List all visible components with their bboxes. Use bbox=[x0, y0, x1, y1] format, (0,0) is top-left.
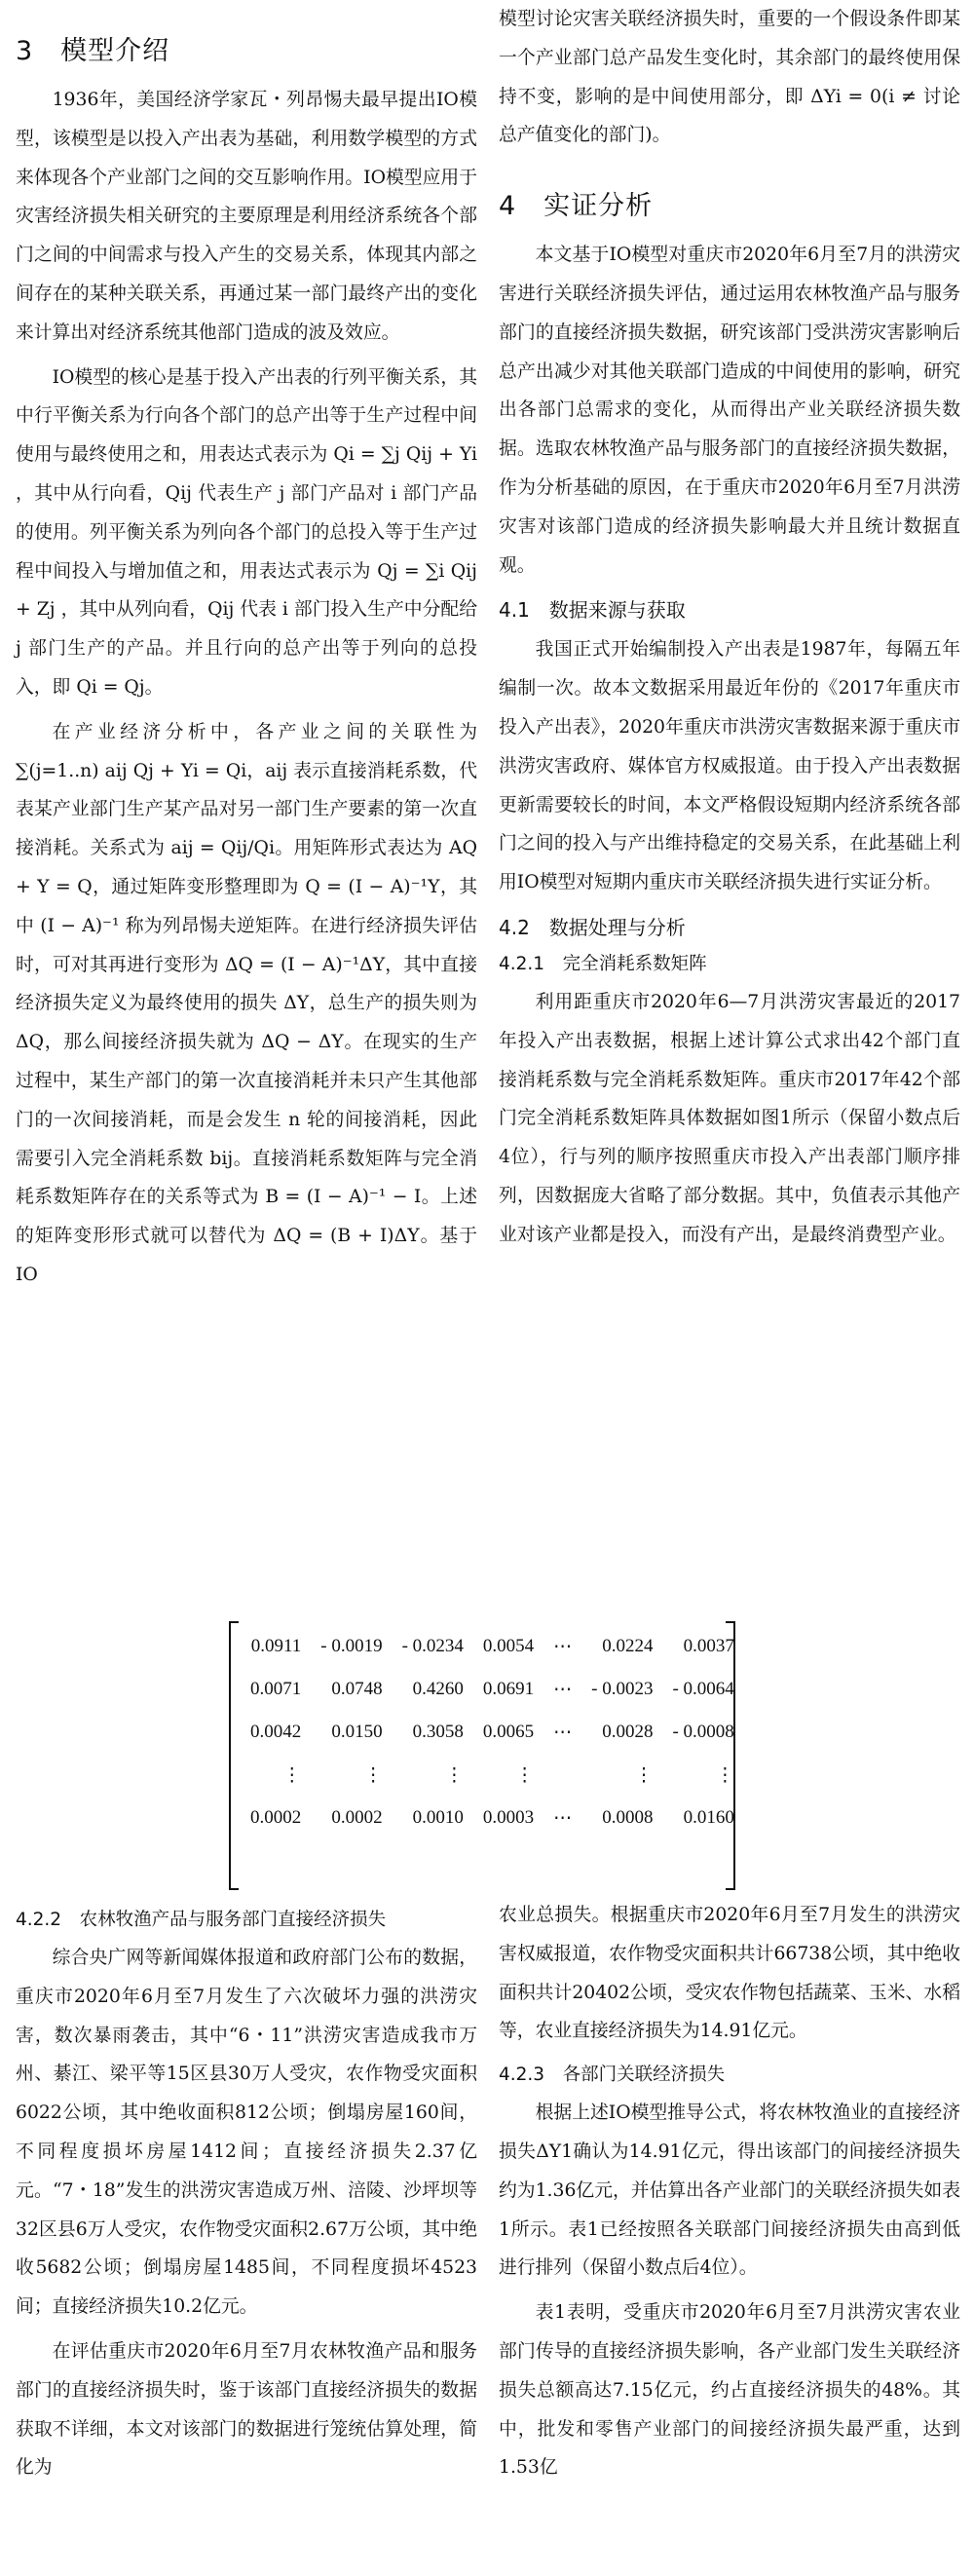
matrix-cell: ⋮ bbox=[363, 1764, 383, 1786]
matrix-cell: ⋯ bbox=[553, 1636, 573, 1657]
matrix-cell: 0.0911 bbox=[250, 1636, 302, 1656]
bottom-right-column bbox=[499, 1896, 960, 2493]
paragraph: 在评估重庆市2020年6月至7月农林牧渔产品和服务部门的直接经济损失时，鉴于该部门直接经济损失的数据获取不详细，本文对该部门的数据进行笼统估算处理，简化为 bbox=[16, 2340, 477, 2479]
matrix-cell: - 0.0234 bbox=[401, 1636, 464, 1656]
paragraph: 在产业经济分析中，各产业之间的关联性为 ∑(j=1..n) aij Qj + Yi = Qi，aij 表示直接消耗系数，代表某产业部门生产某产品对另一部门生产要素的第一次直接消耗。关系式为 aij = Qij/Qi。用矩阵形式表达为 AQ + Y = Q，通过矩阵变形整理即为 Q = (I − A)⁻¹Y，其中 (I − A)⁻¹ 称为列昂惕夫逆矩阵。在进行经济损失评估时，可对其再进行变形为 ΔQ = (I − A)⁻¹ΔY，其中直接经济损失定义为最终使用的损失 ΔY，总生产的损失则为 ΔQ，那么间接经济损失就为 ΔQ − ΔY。在现实的生产过程中，某生产部门的第一次直接消耗并未只产生其他部门的一次间接消耗，而是会发生 n 轮的间接消耗，因此需要引入完全消耗系数 bij。直接消耗系数矩阵与完全消耗系数矩阵存在的关系等式为 B = (I − A)⁻¹ − I。上述的矩阵变形形式就可以替代为 ΔQ = (B + I)ΔY。基于IO bbox=[16, 721, 477, 1285]
section-4-heading: 4 实证分析 bbox=[499, 191, 654, 222]
paragraph: 利用距重庆市2020年6—7月洪涝灾害最近的2017年投入产出表数据，根据上述计算公式求出42个部门直接消耗系数与完全消耗系数矩阵。重庆市2017年42个部门完全消耗系数矩阵具体数据如图1所示（保留小数点后4位），行与列的顺序按照重庆市投入产出表部门顺序排列，因数据庞大省略了部分数据。其中，负值表示其他产业对该产业都是投入，而没有产出，是最终消费型产业。 bbox=[499, 991, 960, 1245]
matrix-cell bbox=[543, 1754, 581, 1797]
matrix-cell: 0.3058 bbox=[412, 1722, 464, 1742]
matrix-cell: ⋮ bbox=[515, 1764, 535, 1786]
matrix-cell: 0.0065 bbox=[482, 1722, 535, 1742]
section-4-2-2-heading: 4.2.2 农林牧渔产品与服务部门直接经济损失 bbox=[16, 1910, 387, 1930]
matrix-cell: ⋯ bbox=[553, 1807, 573, 1829]
section-4-2-3-heading: 4.2.3 各部门关联经济损失 bbox=[499, 2065, 726, 2086]
matrix-row bbox=[241, 1625, 744, 1668]
matrix-cell: - 0.0019 bbox=[320, 1636, 383, 1656]
matrix-cell: 0.0002 bbox=[250, 1807, 302, 1828]
matrix-cell: 0.0160 bbox=[683, 1807, 734, 1828]
matrix-cell: 0.0691 bbox=[482, 1679, 535, 1699]
paragraph: 本文基于IO模型对重庆市2020年6月至7月的洪涝灾害进行关联经济损失评估，通过运用农林牧渔产品与服务部门的直接经济损失数据，研究该部门受洪涝灾害影响后总产出减少对其他关联部门造成的中间使用的影响，研究出各部门总需求的变化，从而得出产业关联经济损失数据。选取农林牧渔产品与服务部门的直接经济损失数据，作为分析基础的原因，在于重庆市2020年6月至7月洪涝灾害对该部门造成的经济损失影响最大并且统计数据直观。 bbox=[499, 245, 960, 576]
matrix-row bbox=[241, 1711, 744, 1754]
matrix-cell: - 0.0008 bbox=[672, 1722, 734, 1742]
paragraph: 我国正式开始编制投入产出表是1987年，每隔五年编制一次。故本文数据采用最近年份的《2017年重庆市投入产出表》，2020年重庆市洪涝灾害数据来源于重庆市洪涝灾害政府、媒体官方权威报道。由于投入产出表数据更新需要较长的时间，本文严格假设短期内经济系统各部门之间的投入与产出维持稳定的交易关系，在此基础上利用IO模型对短期内重庆市关联经济损失进行实证分析。 bbox=[499, 639, 960, 893]
paragraph: 根据上述IO模型推导公式，将农林牧渔业的直接经济损失ΔY1确认为14.91亿元，得出该部门的间接经济损失约为1.36亿元，并估算出各产业部门的关联经济损失如表1所示。表1已经按照各关联部门间接经济损失由高到低进行排列（保留小数点后4位）。 bbox=[499, 2102, 960, 2279]
matrix-cell: ⋯ bbox=[553, 1679, 573, 1700]
section-3-heading: 3 模型介绍 bbox=[16, 36, 170, 66]
matrix-left-bracket bbox=[229, 1621, 239, 1890]
matrix-cell: 0.0224 bbox=[602, 1636, 654, 1656]
consumption-coefficient-matrix bbox=[229, 1621, 735, 1886]
paragraph: 表1表明，受重庆市2020年6月至7月洪涝灾害农业部门传导的直接经济损失影响，各产业部门发生关联经济损失总额高达7.15亿元，约占直接经济损失的48%。其中，批发和零售产业部门的间接经济损失最严重，达到1.53亿 bbox=[499, 2302, 960, 2479]
matrix-cell: 0.0008 bbox=[602, 1807, 654, 1828]
paragraph-continued: 农业总损失。根据重庆市2020年6月至7月发生的洪涝灾害权威报道，农作物受灾面积共计66738公顷，其中绝收面积共计20402公顷，受灾农作物包括蔬菜、玉米、水稻等，农业直接经济损失为14.91亿元。 bbox=[499, 1905, 960, 2042]
section-4-2-heading: 4.2 数据处理与分析 bbox=[499, 915, 686, 939]
matrix-cell: 0.0037 bbox=[683, 1636, 734, 1656]
matrix-cell: 0.0003 bbox=[482, 1807, 535, 1828]
matrix-cell: ⋯ bbox=[553, 1722, 573, 1743]
right-column bbox=[499, 0, 960, 1261]
paragraph: 1936年，美国经济学家瓦・列昂惕夫最早提出IO模型，该模型是以投入产出表为基础，利用数学模型的方式来体现各个产业部门之间的交互影响作用。IO模型应用于灾害经济损失相关研究的主要原理是利用经济系统各个部门之间的中间需求与投入产生的交易关系，体现其内部之间存在的某种关联关系，再通过某一部门最终产出的变化来计算出对经济系统其他部门造成的波及效应。 bbox=[16, 90, 477, 343]
matrix-cell: 0.0010 bbox=[412, 1807, 464, 1828]
matrix-cell: ⋮ bbox=[634, 1764, 654, 1786]
matrix-cell: 0.0054 bbox=[482, 1636, 535, 1656]
matrix-row bbox=[241, 1754, 744, 1797]
matrix-cell: 0.0071 bbox=[250, 1679, 302, 1699]
matrix-cell: 0.0028 bbox=[602, 1722, 654, 1742]
matrix-cell: ⋮ bbox=[444, 1764, 464, 1786]
matrix-cell: - 0.0023 bbox=[591, 1679, 654, 1699]
matrix-cell: 0.0042 bbox=[250, 1722, 302, 1742]
matrix-cell: 0.4260 bbox=[412, 1679, 464, 1699]
matrix-cell: ⋮ bbox=[715, 1764, 734, 1786]
matrix-row bbox=[241, 1797, 744, 1839]
matrix-cell: 0.0002 bbox=[331, 1807, 383, 1828]
section-4-2-1-heading: 4.2.1 完全消耗系数矩阵 bbox=[499, 953, 707, 974]
paragraph: IO模型的核心是基于投入产出表的行列平衡关系，其中行平衡关系为行向各个部门的总产出等于生产过程中间使用与最终使用之和，用表达式表示为 Qi = ∑j Qij + Yi ，其中从行向看，Qij 代表生产 j 部门产品对 i 部门产品的使用。列平衡关系为列向各个部门的总投入等于生产过程中间投入与增加值之和，用表达式表示为 Qj = ∑i Qij + Zj ，其中从列向看，Qij 代表 i 部门投入生产中分配给 j 部门生产的产品。并且行向的总产出等于列向的总投入，即 Qi = Qj。 bbox=[16, 366, 477, 698]
paragraph-continued: 模型讨论灾害关联经济损失时，重要的一个假设条件即某一个产业部门总产品发生变化时，其余部门的最终使用保持不变，影响的是中间使用部分，即 ΔYi = 0(i ≠ 讨论总产值变化的部门)。 bbox=[499, 9, 960, 146]
matrix-table bbox=[241, 1625, 744, 1839]
matrix-cell: - 0.0064 bbox=[672, 1679, 734, 1699]
matrix-row bbox=[241, 1668, 744, 1711]
matrix-cell: 0.0748 bbox=[331, 1679, 383, 1699]
left-column bbox=[16, 0, 477, 1301]
section-4-1-heading: 4.1 数据来源与获取 bbox=[499, 598, 686, 623]
bottom-left-column bbox=[16, 1896, 477, 2493]
matrix-cell: 0.0150 bbox=[331, 1722, 383, 1742]
matrix-cell: ⋮ bbox=[282, 1764, 302, 1786]
paragraph: 综合央广网等新闻媒体报道和政府部门公布的数据，重庆市2020年6月至7月发生了六次破坏力强的洪涝灾害，数次暴雨袭击，其中“6・11”洪涝灾害造成我市万州、綦江、梁平等15区县30万人受灾，农作物受灾面积6022公顷，其中绝收面积812公顷；倒塌房屋160间，不同程度损坏房屋1412间；直接经济损失2.37亿元。“7・18”发生的洪涝灾害造成万州、涪陵、沙坪坝等32区县6万人受灾，农作物受灾面积2.67万公顷，其中绝收5682公顷；倒塌房屋1485间，不同程度损坏4523间；直接经济损失10.2亿元。 bbox=[16, 1948, 477, 2318]
